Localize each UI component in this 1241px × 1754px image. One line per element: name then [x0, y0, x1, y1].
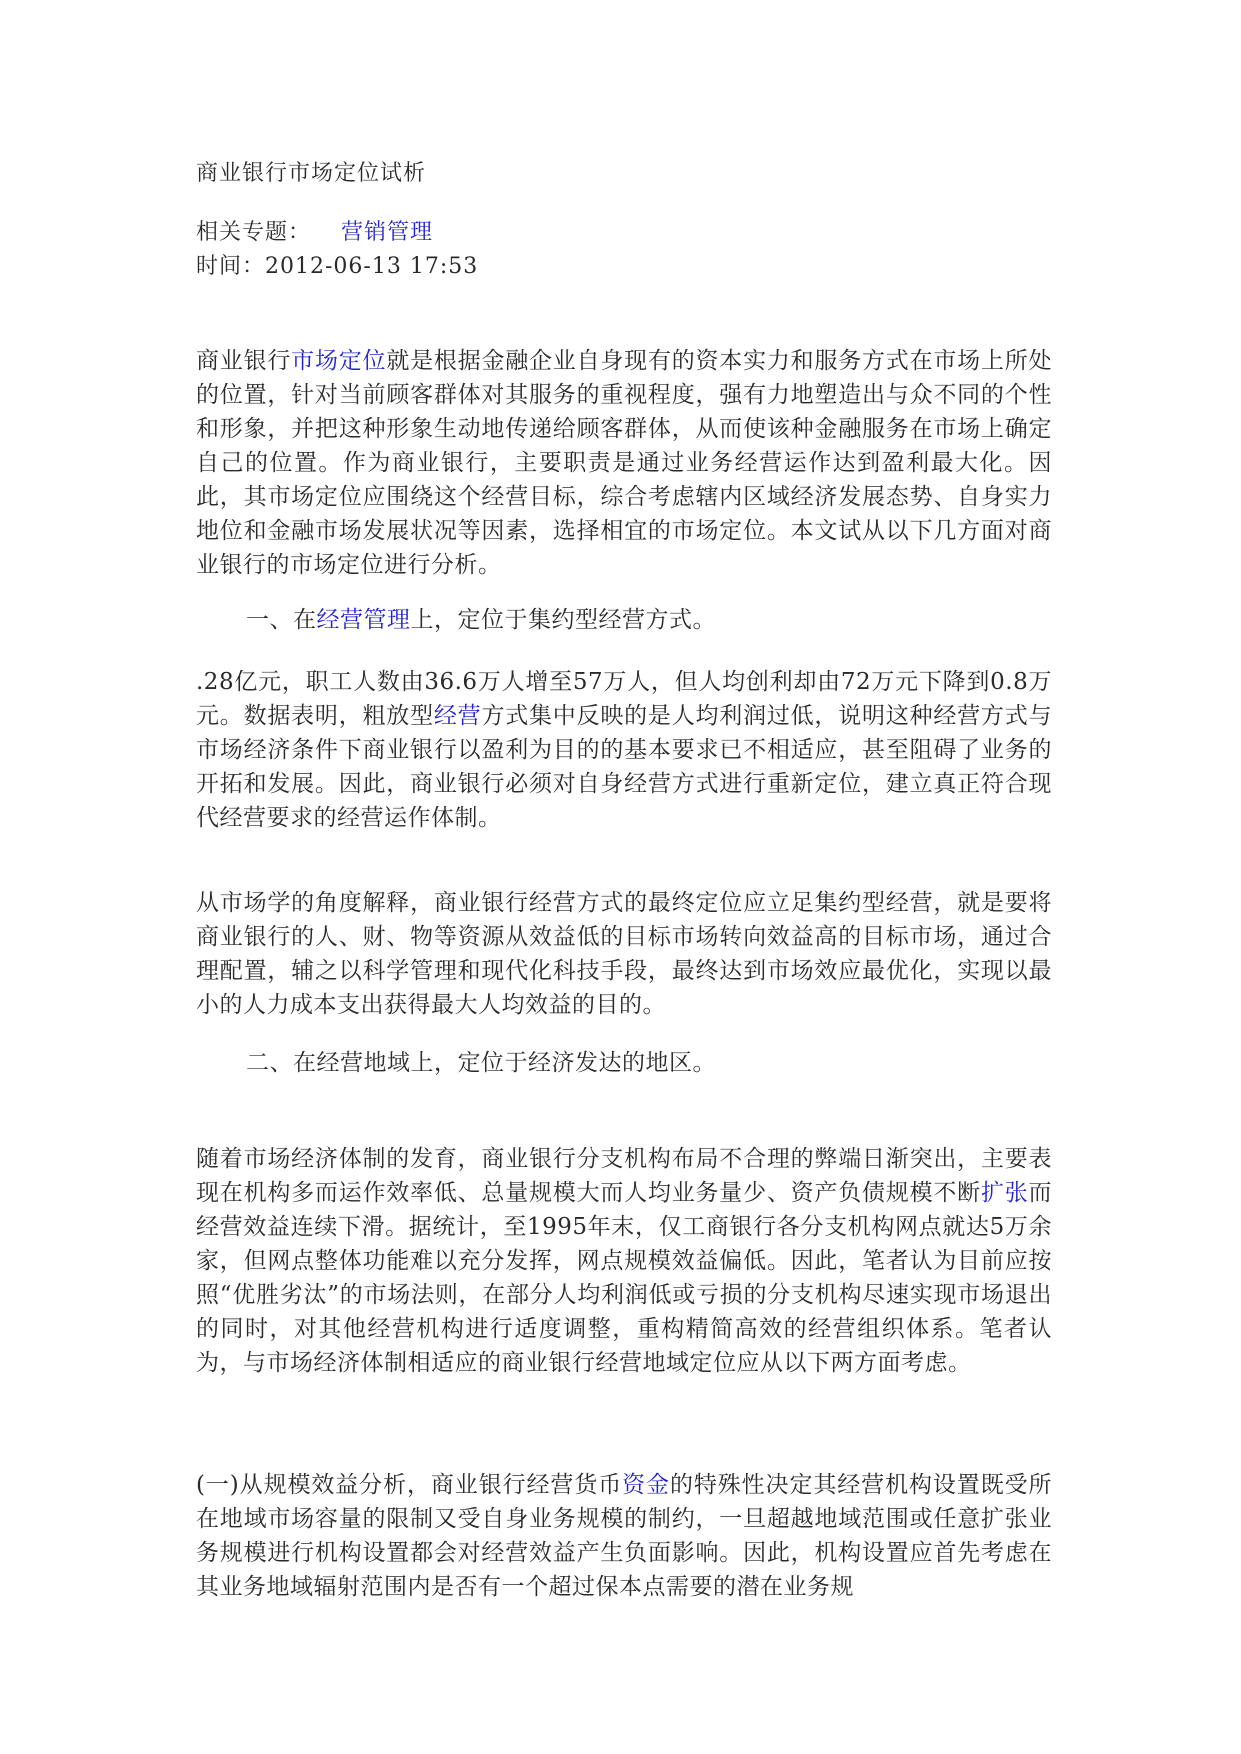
paragraph-statistics [196, 665, 1052, 835]
paragraph-text: (一)从规模效益分析，商业银行经营货币 [196, 1472, 623, 1498]
topic-link[interactable]: 营销管理 [341, 220, 434, 245]
heading-text: 上，定位于集约型经营方式。 [410, 607, 716, 633]
publish-time: 时间：2012-06-13 17:53 [196, 254, 479, 279]
link-funds[interactable]: 资金 [622, 1472, 670, 1498]
section-heading-1 [246, 603, 716, 637]
section-heading-2: 二、在经营地域上，定位于经济发达的地区。 [246, 1050, 716, 1076]
link-business-management[interactable]: 经营管理 [316, 607, 411, 633]
link-expansion[interactable]: 扩张 [980, 1180, 1029, 1206]
link-operation[interactable]: 经营 [433, 703, 482, 729]
paragraph-text: 商业银行 [196, 348, 292, 374]
link-market-positioning[interactable]: 市场定位 [291, 348, 387, 374]
topic-label: 相关专题： [196, 220, 312, 245]
heading-text: 一、在 [246, 607, 317, 633]
paragraph-intro [196, 344, 1052, 582]
paragraph-text: 而经营效益连续下滑。据统计，至1995年末，仅工商银行各分支机构网点就达5万余家，但网点整体功能难以充分发挥，网点规模效益偏低。因此，笔者认为目前应按照“优胜劣汰”的市场法则，在部分人均利润低或亏损的分支机构尽速实现市场退出的同时，对其他经营机构进行适度调整，重构精简高效的经营组织体系。笔者认为，与市场经济体制相适应的商业银行经营地域定位应从以下两方面考虑。 [196, 1180, 1053, 1376]
paragraph-text: 方式集中反映的是人均利润过低，说明这种经营方式与市场经济条件下商业银行以盈利为目的的基本要求已不相适应，甚至阻碍了业务的开拓和发展。因此，商业银行必须对自身经营方式进行重新定位，建立真正符合现代经营要求的经营运作体制。 [196, 703, 1053, 831]
paragraph-scale-benefit [196, 1468, 1052, 1604]
paragraph-text: 的特殊性决定其经营机构设置既受所在地域市场容量的限制又受自身业务规模的制约，一旦超越地域范围或任意扩张业务规模进行机构设置都会对经营效益产生负面影响。因此，机构设置应首先考虑在其业务地域辐射范围内是否有一个超过保本点需要的潜在业务规 [196, 1472, 1052, 1600]
paragraph-text: .28亿元，职工人数由36.6万人增至57万人，但人均创利却由72万元下降到0.8万元。数据表明，粗放型 [196, 669, 1052, 729]
paragraph-regional [196, 1142, 1052, 1380]
paragraph-text: 随着市场经济体制的发育，商业银行分支机构布局不合理的弊端日渐突出，主要表现在机构多而运作效率低、总量规模大而人均业务量少、资产负债规模不断 [196, 1146, 1052, 1206]
paragraph-text: 就是根据金融企业自身现有的资本实力和服务方式在市场上所处的位置，针对当前顾客群体对其服务的重视程度，强有力地塑造出与众不同的个性和形象，并把这种形象生动地传递给顾客群体，从而使该种金融服务在市场上确定自己的位置。作为商业银行，主要职责是通过业务经营运作达到盈利最大化。因此，其市场定位应围绕这个经营目标，综合考虑辖内区域经济发展态势、自身实力地位和金融市场发展状况等因素，选择相宜的市场定位。本文试从以下几方面对商业银行的市场定位进行分析。 [196, 348, 1053, 578]
document-title: 商业银行市场定位试析 [196, 161, 427, 186]
paragraph-marketing-view: 从市场学的角度解释，商业银行经营方式的最终定位应立足集约型经营，就是要将商业银行的人、财、物等资源从效益低的目标市场转向效益高的目标市场，通过合理配置，辅之以科学管理和现代化科技手段，最终达到市场效应最优化，实现以最小的人力成本支出获得最大人均效益的目的。 [196, 890, 1052, 1018]
topic-line [196, 218, 433, 248]
